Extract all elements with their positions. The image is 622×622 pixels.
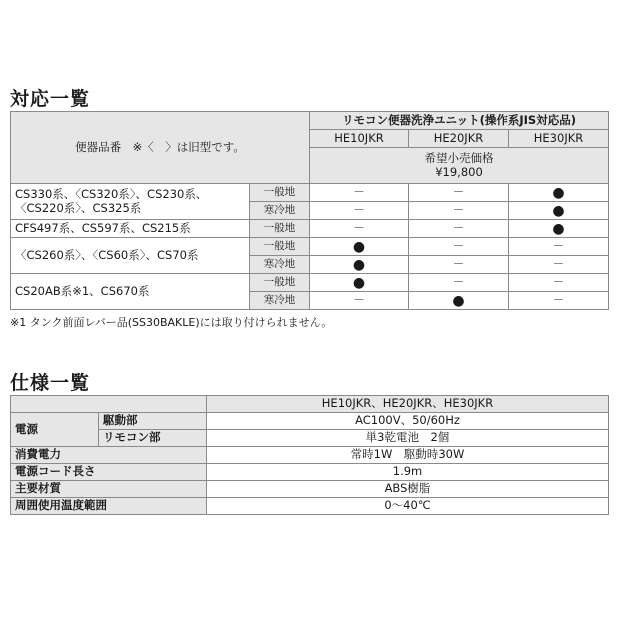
material-value: ABS樹脂	[207, 481, 609, 498]
price-cell	[310, 148, 609, 184]
product-header: 便器品番 ※〈 〉は旧型です。	[11, 112, 310, 184]
remote-value: 単3乾電池 2個	[207, 430, 609, 447]
consumption-value: 常時1W 駆動時30W	[207, 447, 609, 464]
temp-label: 周囲使用温度範囲	[11, 498, 207, 515]
product-line: 〈CS220系〉、CS325系	[15, 200, 142, 215]
mark: －	[310, 184, 409, 202]
compat-title: 対応一覧	[10, 88, 91, 110]
product-line: CS330系、〈CS320系〉、CS230系、	[15, 187, 208, 202]
mark: －	[310, 220, 409, 238]
price-value: ¥19,800	[435, 164, 483, 179]
mark: －	[509, 256, 609, 274]
region-type: 寒冷地	[250, 202, 310, 220]
mark: ●	[310, 256, 409, 274]
spec-header: HE10JKR、HE20JKR、HE30JKR	[207, 396, 609, 413]
temp-value: 0～40℃	[207, 498, 609, 515]
footnote: ※1 タンク前面レバー品(SS30BAKLE)には取り付けられません。	[10, 316, 333, 329]
compat-table	[10, 111, 609, 310]
mark: －	[310, 202, 409, 220]
mark: －	[409, 274, 509, 292]
model-he30: HE30JKR	[509, 130, 609, 148]
mark: －	[310, 292, 409, 310]
region-type: 寒冷地	[250, 256, 310, 274]
cord-value: 1.9m	[207, 464, 609, 481]
product-name: 〈CS260系〉、〈CS60系〉、CS70系	[11, 238, 250, 274]
mark: －	[509, 238, 609, 256]
mark: －	[409, 184, 509, 202]
product-name	[11, 184, 250, 220]
spec-title: 仕様一覧	[10, 372, 91, 394]
mark: ●	[509, 202, 609, 220]
region-type: 一般地	[250, 220, 310, 238]
spec-header-blank	[11, 396, 207, 413]
model-he20: HE20JKR	[409, 130, 509, 148]
mark: －	[409, 220, 509, 238]
drive-value: AC100V、50/60Hz	[207, 413, 609, 430]
mark: －	[409, 256, 509, 274]
region-type: 一般地	[250, 238, 310, 256]
region-type: 一般地	[250, 184, 310, 202]
spec-table	[10, 395, 609, 515]
product-name: CFS497系、CS597系、CS215系	[11, 220, 250, 238]
mark: ●	[409, 292, 509, 310]
consumption-label: 消費電力	[11, 447, 207, 464]
mark: －	[409, 202, 509, 220]
mark: ●	[509, 184, 609, 202]
mark: －	[509, 274, 609, 292]
mark: －	[409, 238, 509, 256]
mark: ●	[310, 274, 409, 292]
model-he10: HE10JKR	[310, 130, 409, 148]
drive-label: 駆動部	[99, 413, 207, 430]
power-label: 電源	[11, 413, 99, 447]
mark: ●	[310, 238, 409, 256]
mark: －	[509, 292, 609, 310]
region-type: 寒冷地	[250, 292, 310, 310]
product-name: CS20AB系※1、CS670系	[11, 274, 250, 310]
mark: ●	[509, 220, 609, 238]
price-label: 希望小売価格	[424, 151, 494, 166]
material-label: 主要材質	[11, 481, 207, 498]
cord-label: 電源コード長さ	[11, 464, 207, 481]
region-type: 一般地	[250, 274, 310, 292]
unit-header: リモコン便器洗浄ユニット(操作系JIS対応品)	[310, 112, 609, 130]
remote-label: リモコン部	[99, 430, 207, 447]
